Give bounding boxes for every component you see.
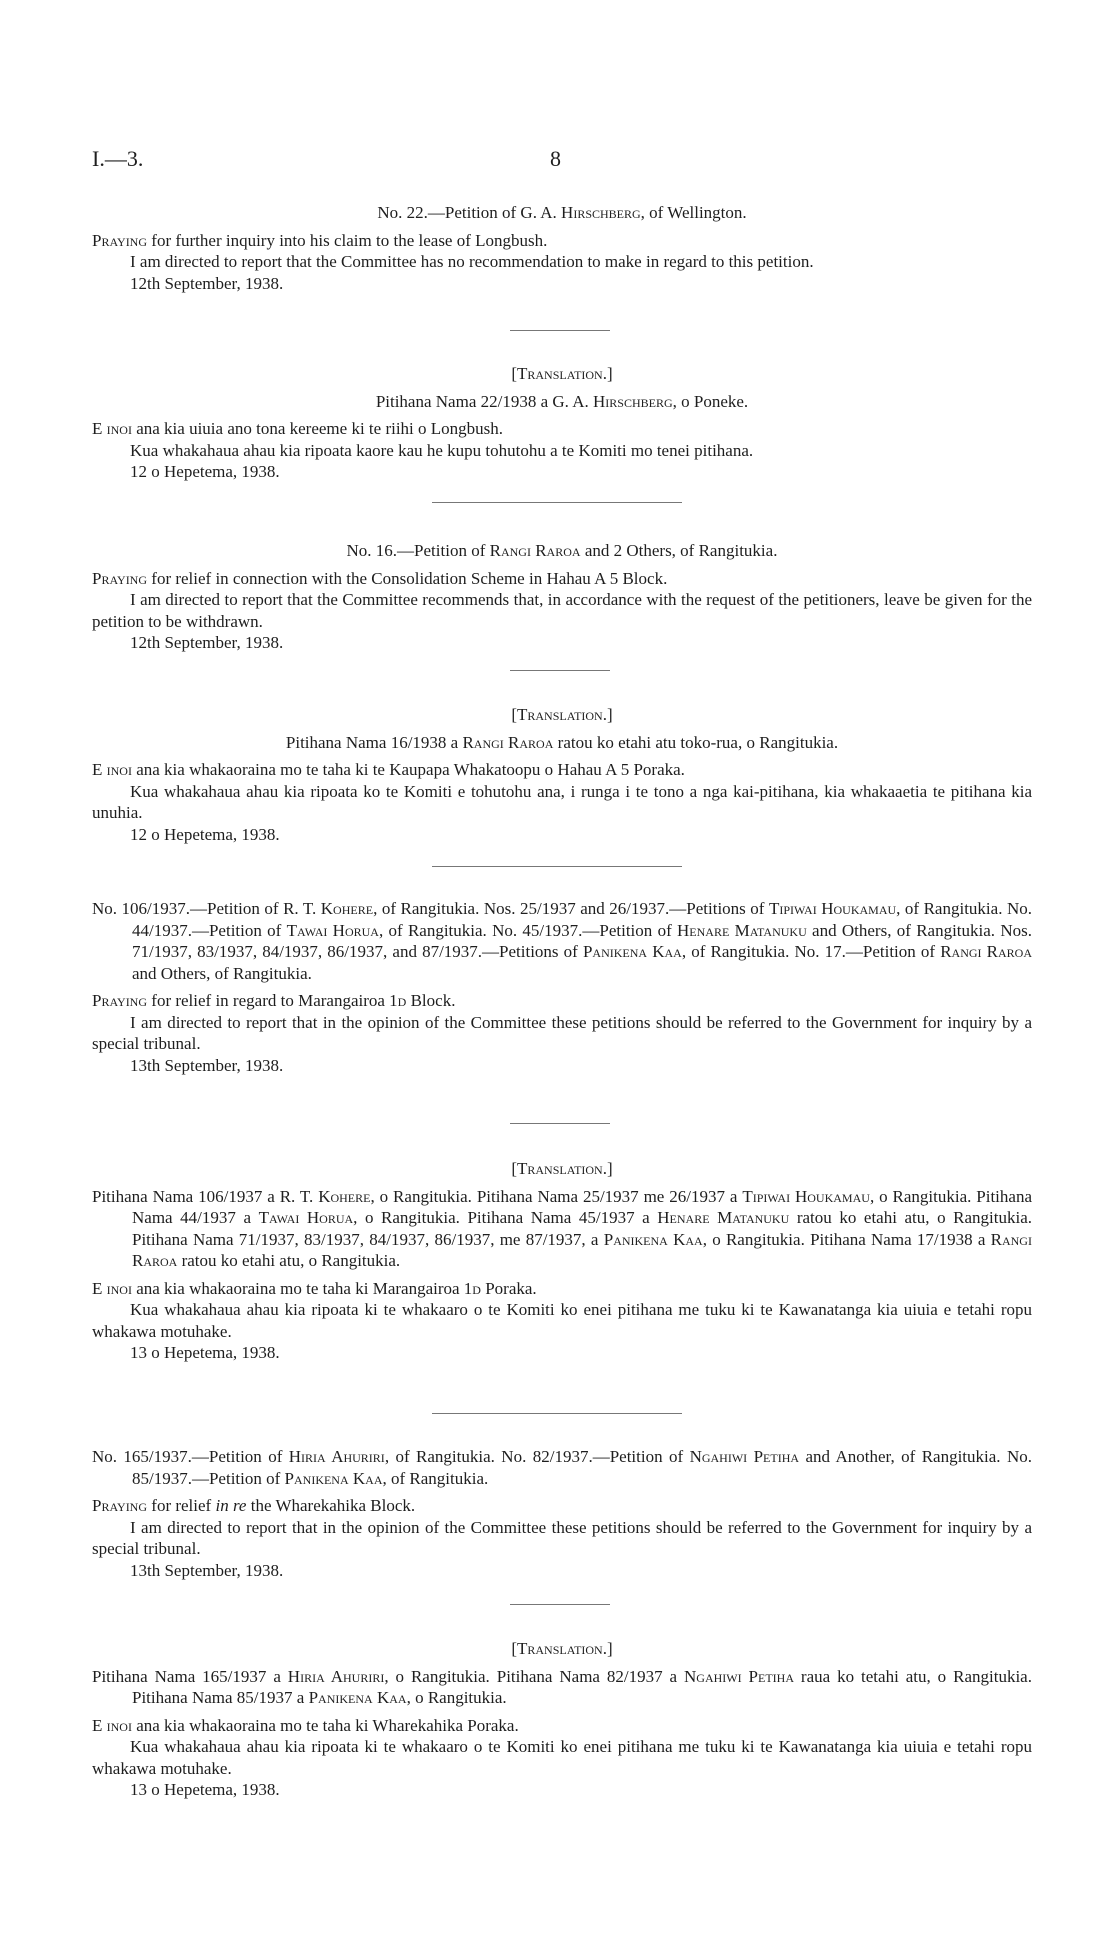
- petition-16: [92, 540, 1032, 654]
- report-date: 13th September, 1938.: [130, 1560, 284, 1580]
- translation-report: Kua whakahaua ahau kia ripoata kaore kau he kupu tohutohu a te Komiti mo tenei pitihana.: [130, 440, 754, 460]
- translation-heading: Pitihana Nama 22/1938 a G. A. Hirschberg, o Poneke.: [375, 391, 749, 411]
- translation-praying: E inoi ana kia whakaoraina mo te taha ki te Kaupapa Whakatoopu o Hahau A 5 Poraka.: [92, 760, 685, 779]
- petition-heading: No. 165/1937.—Petition of Hiria Ahuriri, of Rangitukia. No. 82/1937.—Petition of Ngahiwi Petiha and Another, of Rangitukia. No. 85/1937.—Petition of Panikena Kaa, of Rangitukia.: [92, 1447, 1032, 1488]
- report-date: 12th September, 1938.: [130, 633, 284, 652]
- divider: [510, 1123, 610, 1124]
- petitions-marangairoa-translation: [92, 1158, 1032, 1364]
- praying-paragraph: Praying for relief in connection with the Consolidation Scheme in Hahau A 5 Block.: [92, 568, 668, 588]
- divider: [432, 502, 682, 503]
- report-paragraph: I am directed to report that in the opinion of the Committee these petitions should be referred to the Government for inquiry by a special tribunal.: [92, 1012, 1032, 1053]
- translation-praying: E inoi ana kia uiuia ano tona kereeme ki te riihi o Longbush.: [92, 419, 504, 438]
- petitions-marangairoa: [92, 898, 1032, 1076]
- translation-date: 12 o Hepetema, 1938.: [130, 462, 280, 481]
- divider: [432, 1413, 682, 1414]
- translation-label: [Translation.]: [511, 364, 613, 383]
- translation-date: 13 o Hepetema, 1938.: [130, 1343, 280, 1362]
- report-date: 13th September, 1938.: [130, 1055, 284, 1075]
- report-paragraph: I am directed to report that the Committee has no recommendation to make in regard to this petition.: [130, 252, 814, 271]
- petition-22-translation: [92, 363, 1032, 483]
- translation-report: Kua whakahaua ahau kia ripoata ki te whakaaro o te Komiti ko enei pitihana me tuku ki te Kawanatanga kia uiuia e tetahi ropu whakawa motuhake.: [92, 1300, 1032, 1341]
- translation-heading: Pitihana Nama 16/1938 a Rangi Raroa ratou ko etahi atu toko-rua, o Rangitukia.: [285, 732, 839, 752]
- petition-22: [92, 202, 1032, 294]
- translation-praying: E inoi ana kia whakaoraina mo te taha ki Wharekahika Poraka.: [92, 1715, 519, 1735]
- petitions-wharekahika-translation: [92, 1638, 1032, 1801]
- translation-label: [Translation.]: [511, 1159, 613, 1178]
- praying-paragraph: Praying for further inquiry into his claim to the lease of Longbush.: [92, 230, 548, 250]
- translation-label: [Translation.]: [511, 705, 613, 724]
- praying-paragraph: Praying for relief in regard to Marangairoa 1d Block.: [92, 991, 456, 1010]
- divider: [510, 670, 610, 671]
- petition-16-translation: [92, 704, 1032, 845]
- report-date: 12th September, 1938.: [130, 273, 284, 293]
- petition-heading: No. 22.—Petition of G. A. Hirschberg, of Wellington.: [377, 203, 747, 222]
- page-number: 8: [550, 146, 561, 171]
- divider: [510, 1604, 610, 1605]
- petitions-wharekahika: [92, 1446, 1032, 1581]
- divider: [432, 866, 682, 867]
- praying-paragraph: Praying for relief in re the Wharekahika Block.: [92, 1496, 416, 1515]
- translation-report: Kua whakahaua ahau kia ripoata ko te Komiti e tohutohu ana, i runga i te tono a nga kai-pitihana, kia whakaaetia te pitihana kia unuhia.: [92, 781, 1032, 822]
- translation-report: Kua whakahaua ahau kia ripoata ki te whakaaro o te Komiti ko enei pitihana me tuku ki te Kawanatanga kia uiuia e tetahi ropu whakawa motuhake.: [92, 1737, 1032, 1778]
- translation-heading: Pitihana Nama 106/1937 a R. T. Kohere, o Rangitukia. Pitihana Nama 25/1937 me 26/1937 a Tipiwai Houkamau, o Rangitukia. Pitihana Nama 44/1937 a Tawai Horua, o Rangitukia. Pitihana Nama 45/1937 a Henare Matanuku ratou ko etahi atu, o Rangitukia. Pitihana Nama 71/1937, 83/1937, 84/1937, 86/1937, me 87/1937, a Panikena Kaa, o Rangitukia. Pitihana Nama 17/1938 a Rangi Raroa ratou ko etahi atu, o Rangitukia.: [92, 1186, 1032, 1270]
- document-reference: I.—3.: [92, 146, 144, 171]
- translation-heading: Pitihana Nama 165/1937 a Hiria Ahuriri, o Rangitukia. Pitihana Nama 82/1937 a Ngahiwi Petiha raua ko tetahi atu, o Rangitukia. Pitihana Nama 85/1937 a Panikena Kaa, o Rangitukia.: [92, 1666, 1032, 1707]
- petition-heading: No. 106/1937.—Petition of R. T. Kohere, of Rangitukia. Nos. 25/1937 and 26/1937.—Petitions of Tipiwai Houkamau, of Rangitukia. No. 44/1937.—Petition of Tawai Horua, of Rangitukia. No. 45/1937.—Petition of Henare Matanuku and Others, of Rangitukia. Nos. 71/1937, 83/1937, 84/1937, 86/1937, and 87/1937.—Petitions of Panikena Kaa, of Rangitukia. No. 17.—Petition of Rangi Raroa and Others, of Rangitukia.: [92, 899, 1032, 983]
- petition-heading: No. 16.—Petition of Rangi Raroa and 2 Others, of Rangitukia.: [346, 541, 778, 560]
- report-paragraph: I am directed to report that in the opinion of the Committee these petitions should be referred to the Government for inquiry by a special tribunal.: [92, 1517, 1032, 1558]
- translation-date: 13 o Hepetema, 1938.: [130, 1780, 280, 1799]
- report-paragraph: I am directed to report that the Committee recommends that, in accordance with the request of the petitioners, leave be given for the petition to be withdrawn.: [92, 590, 1032, 631]
- translation-label: [Translation.]: [511, 1639, 613, 1658]
- divider: [510, 330, 610, 331]
- translation-praying: E inoi ana kia whakaoraina mo te taha ki Marangairoa 1d Poraka.: [92, 1278, 537, 1298]
- translation-date: 12 o Hepetema, 1938.: [130, 824, 280, 844]
